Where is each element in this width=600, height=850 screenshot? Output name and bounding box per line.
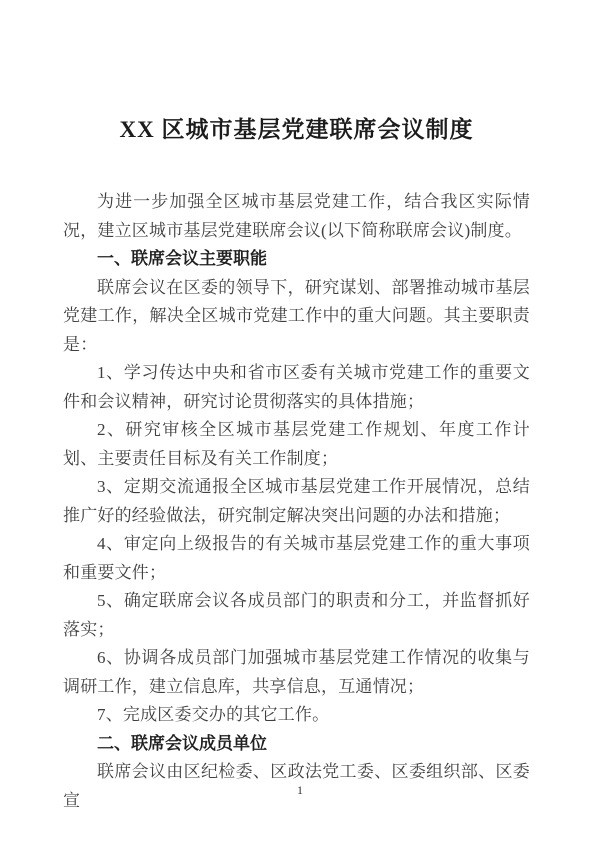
section-heading-functions: 一、联席会议主要职能 <box>97 249 267 268</box>
section-heading-members: 二、联席会议成员单位 <box>97 733 267 753</box>
paragraph-duty-2: 2、研究审核全区城市基层党建工作规划、年度工作计划、主要责任目标及有关工作制度； <box>63 420 530 468</box>
paragraph-members-lead: 联席会议由区纪检委、区政法党工委、区委组织部、区委宣 <box>63 762 530 810</box>
document-title: XX 区城市基层党建联席会议制度 <box>119 117 474 142</box>
paragraph-duty-1: 1、学习传达中央和省市区委有关城市党建工作的重要文件和会议精神，研究讨论贯彻落实的具体措施； <box>63 363 530 411</box>
paragraph-duty-4: 4、审定向上级报告的有关城市基层党建工作的重大事项和重要文件； <box>63 534 530 582</box>
page-number: 1 <box>297 783 303 797</box>
paragraph-functions-lead: 联席会议在区委的领导下，研究谋划、部署推动城市基层党建工作，解决全区城市党建工作中的重大问题。其主要职责是： <box>63 277 530 354</box>
paragraph-duty-5: 5、确定联席会议各成员部门的职责和分工，并监督抓好落实； <box>63 591 530 639</box>
paragraph-duty-7: 7、完成区委交办的其它工作。 <box>97 705 330 724</box>
paragraph-duty-3: 3、定期交流通报全区城市基层党建工作开展情况，总结推广好的经验做法，研究制定解决突出问题的办法和措施； <box>63 477 530 525</box>
paragraph-intro: 为进一步加强全区城市基层党建工作，结合我区实际情况，建立区城市基层党建联席会议(以下简称联席会议)制度。 <box>63 192 530 240</box>
paragraph-duty-6: 6、协调各成员部门加强城市基层党建工作情况的收集与调研工作，建立信息库，共享信息，互通情况； <box>63 648 530 696</box>
